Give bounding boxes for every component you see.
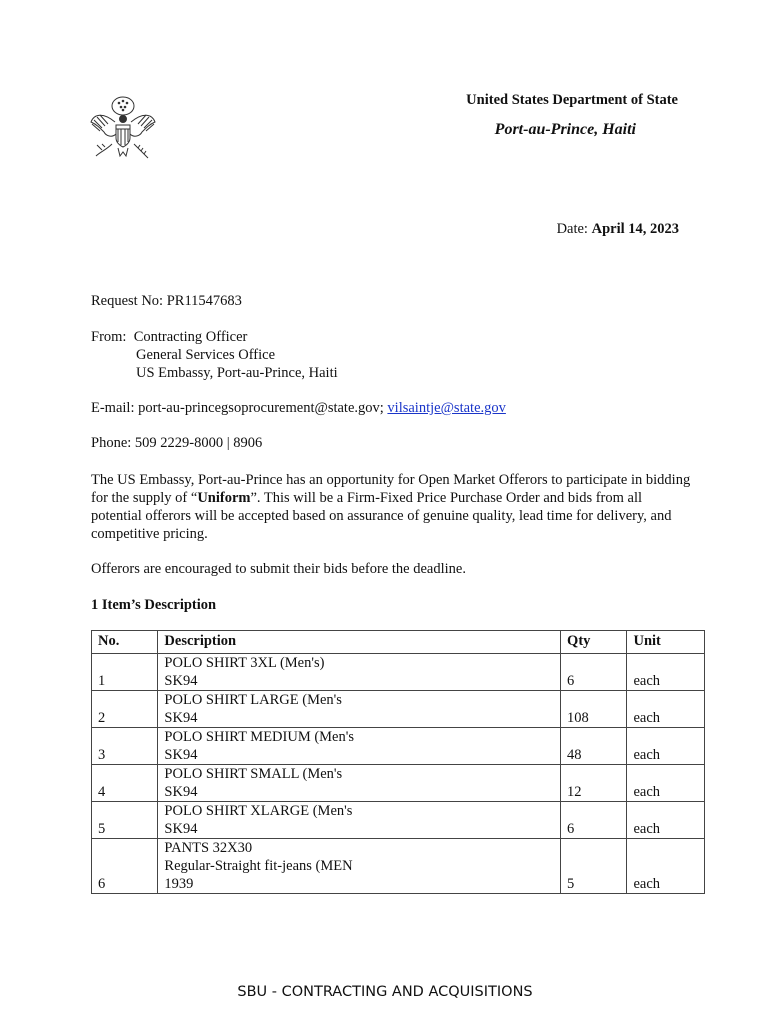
table-header-row	[92, 631, 705, 654]
intro-paragraph	[91, 471, 691, 543]
from-label: From:	[91, 329, 127, 345]
desc-line: POLO SHIRT 3XL (Men's)	[164, 655, 325, 671]
desc-line: SK94	[164, 821, 198, 837]
phone-line: Phone: 509 2229-8000 | 8906	[91, 435, 263, 451]
header-unit: Unit	[627, 631, 705, 654]
cell-unit: each	[627, 802, 705, 839]
desc-line: SK94	[164, 710, 198, 726]
cell-no: 6	[92, 839, 158, 894]
request-number: Request No: PR11547683	[91, 293, 242, 309]
table-row	[92, 839, 705, 894]
desc-line: SK94	[164, 673, 198, 689]
cell-qty: 12	[561, 765, 627, 802]
table-row	[92, 765, 705, 802]
page-footer: SBU - CONTRACTING AND ACQUISITIONS	[237, 984, 533, 1000]
cell-qty: 6	[561, 802, 627, 839]
cell-qty: 108	[561, 691, 627, 728]
date-line	[557, 221, 679, 238]
desc-line: POLO SHIRT MEDIUM (Men's	[164, 729, 354, 745]
desc-line: POLO SHIRT XLARGE (Men's	[164, 803, 353, 819]
cell-unit: each	[627, 839, 705, 894]
intro-text-start: The US Embassy, Port-au-Prince has an opportunity for Open Market Offerors to participate in bidding for the supply of “	[91, 472, 691, 506]
desc-line: POLO SHIRT LARGE (Men's	[164, 692, 342, 708]
date-label: Date:	[556, 221, 588, 237]
intro-text-end: ”. This will be a Firm-Fixed Price Purchase Order and bids from all potential offerors will be accepted based on assurance of genuine quality, lead time for delivery, and competitive pricing.	[91, 490, 672, 542]
intro-bold-item: Uniform	[197, 490, 251, 506]
email-address-1: port-au-princegsoprocurement@state.gov;	[138, 400, 384, 416]
cell-no: 5	[92, 802, 158, 839]
email-link[interactable]: vilsaintje@state.gov	[387, 400, 506, 416]
from-line-1: Contracting Officer	[133, 329, 248, 345]
cell-no: 4	[92, 765, 158, 802]
from-block	[91, 328, 338, 382]
cell-description	[158, 654, 561, 691]
cell-unit: each	[627, 765, 705, 802]
desc-line: Regular-Straight fit-jeans (MEN	[164, 858, 353, 874]
desc-line: PANTS 32X30	[164, 840, 253, 856]
desc-line: SK94	[164, 747, 198, 763]
cell-no: 2	[92, 691, 158, 728]
header-description: Description	[158, 631, 561, 654]
header-qty: Qty	[561, 631, 627, 654]
from-line-3: US Embassy, Port-au-Prince, Haiti	[136, 365, 338, 381]
table-row	[92, 802, 705, 839]
cell-description	[158, 765, 561, 802]
cell-no: 3	[92, 728, 158, 765]
email-label: E-mail:	[91, 400, 135, 416]
cell-description	[158, 839, 561, 894]
desc-line: SK94	[164, 784, 198, 800]
cell-description	[158, 802, 561, 839]
offerors-note: Offerors are encouraged to submit their bids before the deadline.	[91, 561, 466, 577]
cell-qty: 5	[561, 839, 627, 894]
cell-no: 1	[92, 654, 158, 691]
table-row	[92, 728, 705, 765]
department-heading: United States Department of State	[466, 92, 678, 108]
desc-line: POLO SHIRT SMALL (Men's	[164, 766, 343, 782]
table-row	[92, 691, 705, 728]
cell-unit: each	[627, 654, 705, 691]
items-table	[91, 630, 705, 894]
great-seal-icon	[88, 92, 158, 168]
cell-qty: 6	[561, 654, 627, 691]
header-no: No.	[92, 631, 158, 654]
cell-unit: each	[627, 691, 705, 728]
from-line-2: General Services Office	[136, 347, 276, 363]
desc-line: 1939	[164, 876, 194, 892]
cell-description	[158, 691, 561, 728]
date-value: April 14, 2023	[591, 221, 679, 237]
table-row	[92, 654, 705, 691]
cell-qty: 48	[561, 728, 627, 765]
cell-unit: each	[627, 728, 705, 765]
items-section-title: 1 Item’s Description	[91, 597, 217, 613]
post-heading: Port-au-Prince, Haiti	[494, 121, 636, 138]
cell-description	[158, 728, 561, 765]
email-line	[91, 399, 506, 417]
